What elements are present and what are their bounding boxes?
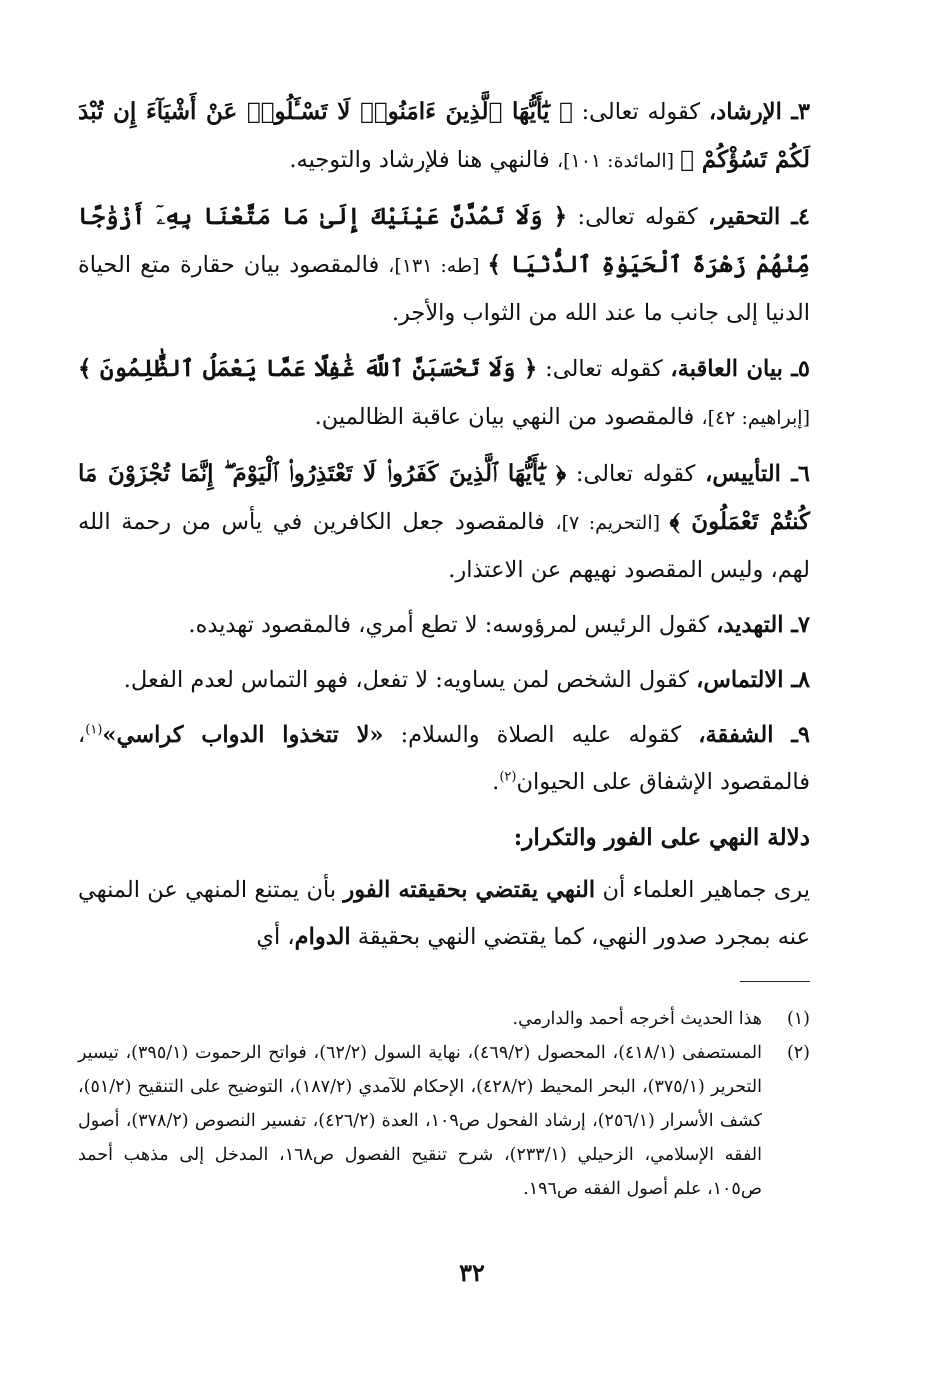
footnote (78, 1036, 810, 1206)
item-lead: كقوله تعالى: (566, 461, 706, 487)
item-explanation: فالمقصود جعل الكافرين في يأس من رحمة الله لهم، وليس المقصود نهيهم عن الاعتذار. (78, 509, 810, 583)
item-label: ٧ـ التهديد، (716, 612, 810, 638)
verse-reference: [طه: ١٣١]، (388, 255, 488, 277)
verse-reference: [المائدة: ١٠١]، (556, 150, 681, 172)
item-label: ٣ـ الإرشاد، (708, 99, 810, 125)
footnote-ref-1[interactable]: (١) (85, 722, 103, 738)
list-item (78, 712, 810, 806)
footnote-number: (٢) (786, 1043, 810, 1063)
item-label: ٩ـ الشفقة، (698, 722, 810, 748)
list-item (78, 193, 810, 337)
page-number: ٣٢ (459, 1258, 485, 1287)
item-label: ٤ـ التحقير، (708, 204, 810, 230)
item-label: ٥ـ بيان العاقبة، (670, 356, 810, 382)
quran-verse: ﴿ يَٰٓأَيُّهَا ٱلَّذِينَ كَفَرُوا۟ لَا تَعْتَذِرُوا۟ ٱلْيَوْمَ ۖ إِنَّمَا تُجْزَوْنَ مَا كُنتُمْ تَعْمَلُونَ ﴾ (78, 460, 810, 535)
list-item (78, 657, 810, 704)
item-text: كقول الرئيس لمرؤوسه: لا تطع أمري، فالمقصود تهديده. (188, 612, 717, 638)
list-item (78, 88, 810, 185)
item-lead: كقوله تعالى: (537, 356, 671, 382)
section-heading: دلالة النهي على الفور والتكرار: (513, 824, 810, 851)
item-label: ٨ـ الالتماس، (696, 667, 810, 693)
item-lead: كقوله تعالى: (572, 99, 709, 125)
list-item (78, 602, 810, 649)
item-label: ٦ـ التأييس، (705, 461, 810, 487)
verse-reference: [إبراهيم: ٤٢]، (701, 407, 810, 429)
item-text: كقول الشخص لمن يساويه: لا تفعل، فهو التماس لعدم الفعل. (123, 667, 697, 693)
footnote-number: (١) (786, 1009, 810, 1029)
list-item (78, 450, 810, 594)
footnote-text: هذا الحديث أخرجه أحمد والدارمي. (512, 1009, 762, 1029)
verse-reference: [التحريم: ٧]، (555, 512, 670, 534)
item-explanation: فالمقصود بيان حقارة متع الحياة الدنيا إلى جانب ما عند الله من الثواب والأجر. (78, 252, 810, 326)
paragraph-text: يرى جماهير العلماء أن (595, 877, 811, 903)
footnote-divider (740, 981, 810, 982)
quran-verse: ﴿ يَٰٓأَيُّهَا ٱلَّذِينَ ءَامَنُوا۟ لَا تَسْـَٔلُوا۟ عَنْ أَشْيَآءَ إِن تُبْدَ لَكُمْ تَسُؤْكُمْ ﴾ (78, 98, 810, 173)
bold-term: الدوام (294, 924, 351, 950)
item-explanation: فالنهي هنا فلإرشاد والتوجيه. (289, 147, 557, 173)
item-lead: كقوله تعالى: (567, 204, 709, 230)
quran-verse: ﴿ وَلَا تَحْسَبَنَّ ٱللَّهَ غَٰفِلًا عَمَّا يَعْمَلُ ٱلظَّٰلِمُونَ ﴾ (78, 355, 538, 382)
footnote-text: المستصفى (٤١٨/١)، المحصول (٤٦٩/٢)، نهاية السول (٦٢/٢)، فواتح الرحموت (٣٩٥/١)، تيسير التحرير (٣٧٥/١)، البحر المحيط (٤٢٨/٢)، الإحكام للآمدي (١٨٧/٢)، التوضيح على التنقيح (٥١/٢)، كشف الأسرار (٢٥٦/١)، إرشاد الفحول ص١٠٩، العدة (٤٢٦/٢)، تفسير النصوص (٣٧٨/٢)، أصول الفقه الإسلامي، الزحيلي (٢٣٣/١)، شرح تنقيح الفصول ص١٦٨، المدخل إلى مذهب أحمد ص١٠٥، علم أصول الفقه ص١٩٦. (78, 1043, 763, 1199)
footnote-ref-2[interactable]: (٢) (499, 769, 517, 785)
item-lead: كقوله عليه الصلاة والسلام: (383, 722, 699, 748)
footnote (78, 1002, 810, 1036)
page-content (78, 88, 810, 1338)
hadith-quote: «لا تتخذوا الدواب كراسي» (102, 722, 384, 748)
body-paragraph (78, 867, 810, 961)
item-explanation: فالمقصود من النهي بيان عاقبة الظالمين. (314, 404, 702, 430)
item-end: . (492, 769, 500, 795)
paragraph-text: ، أي (256, 924, 295, 950)
bold-term: النهي يقتضي بحقيقته الفور (343, 877, 596, 903)
list-item (78, 345, 810, 442)
paragraph-text: بأن يمتنع المنهي عن المنهي عنه بمجرد صدور النهي، كما يقتضي النهي بحقيقة (78, 877, 810, 950)
quran-verse: ﴿ وَلَا تَمُدَّنَّ عَيْنَيْكَ إِلَىٰ مَا مَتَّعْنَا بِهِۦٓ أَزْوَٰجًا مِّنْهُمْ زَهْرَةَ ٱلْحَيَوٰةِ ٱلدُّنْيَا ﴾ (78, 203, 810, 278)
item-explanation: ، فالمقصود الإشفاق على الحيوان (78, 722, 810, 795)
